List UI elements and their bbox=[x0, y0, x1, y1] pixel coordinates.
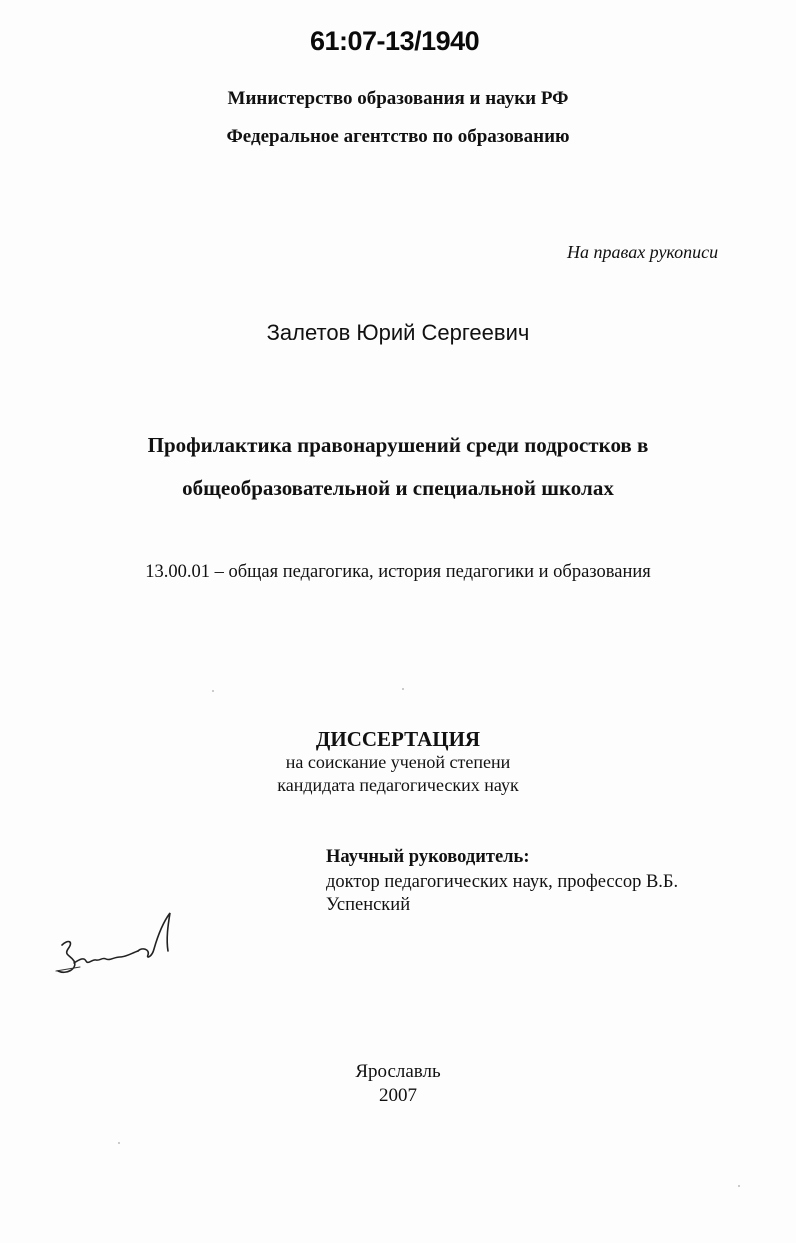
dissertation-heading: ДИССЕРТАЦИЯ bbox=[315, 727, 481, 751]
supervisor-line-1: доктор педагогических наук, профессор В.Б. bbox=[326, 872, 679, 892]
degree-line-1: на соискание ученой степени bbox=[285, 752, 511, 772]
scan-speck bbox=[212, 690, 214, 692]
thesis-title-line-1: Профилактика правонарушений среди подростков в bbox=[147, 433, 649, 457]
specialty-code: 13.00.01 – общая педагогика, история педагогики и образования bbox=[145, 562, 651, 582]
supervisor-line-2: Успенский bbox=[326, 895, 411, 915]
scan-speck bbox=[402, 688, 404, 690]
year: 2007 bbox=[379, 1085, 417, 1106]
archive-number: 61:07-13/1940 bbox=[310, 26, 480, 56]
thesis-title-line-2: общеобразовательной и специальной школах bbox=[182, 476, 614, 500]
scan-speck bbox=[738, 1185, 740, 1187]
rights-note: На правах рукописи bbox=[567, 242, 719, 262]
author-name: Залетов Юрий Сергеевич bbox=[266, 320, 530, 345]
agency-heading: Федеральное агентство по образованию bbox=[226, 126, 570, 147]
ministry-heading: Министерство образования и науки РФ bbox=[227, 88, 569, 109]
city: Ярославль bbox=[355, 1061, 441, 1082]
scan-speck bbox=[118, 1142, 120, 1144]
handwritten-signature bbox=[40, 905, 200, 995]
supervisor-heading: Научный руководитель: bbox=[326, 847, 530, 867]
degree-line-2: кандидата педагогических наук bbox=[277, 775, 519, 795]
